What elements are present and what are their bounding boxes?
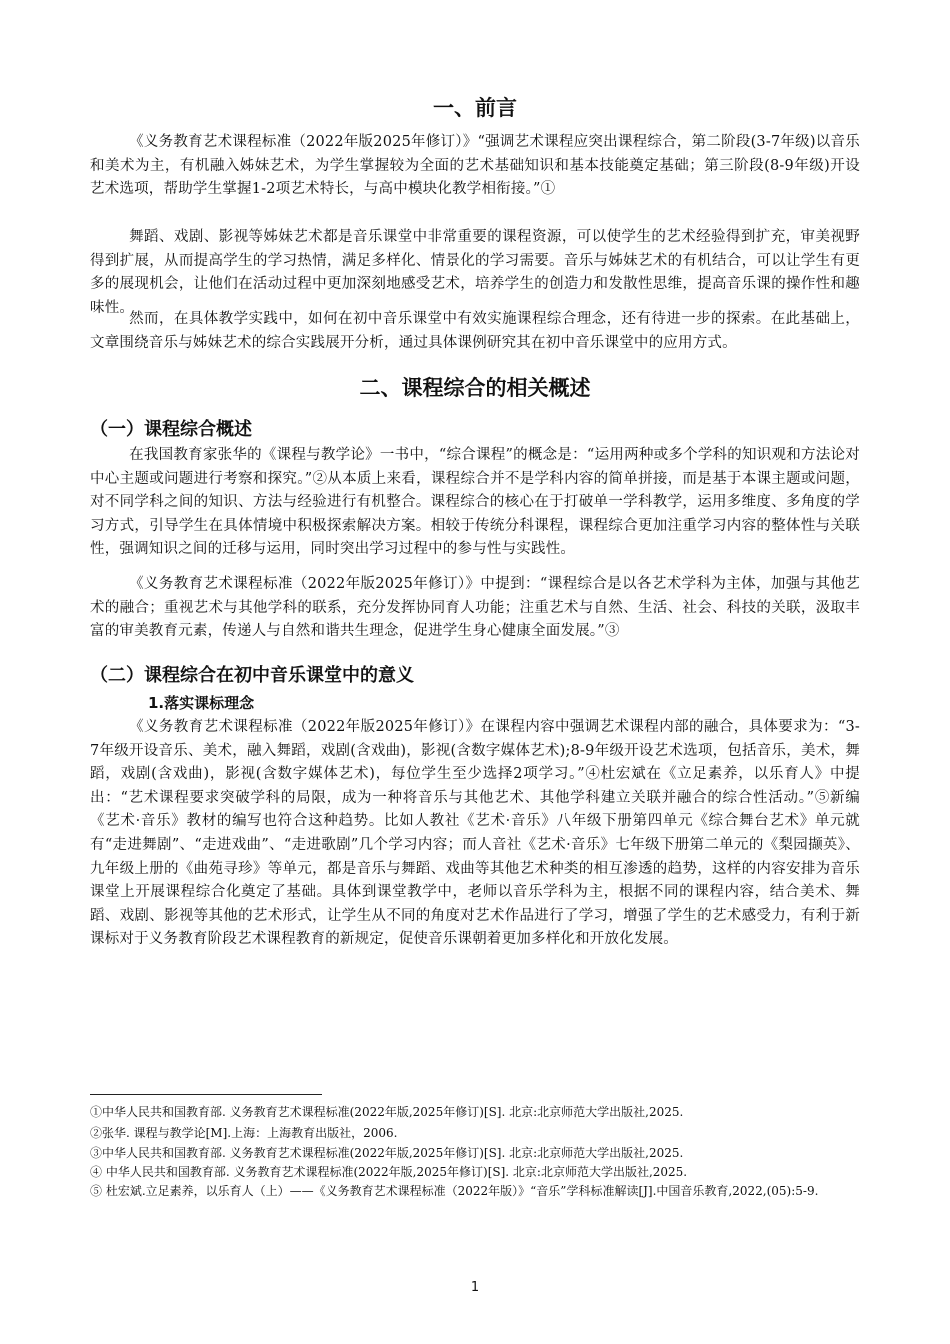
section-1-paragraph-2: 舞蹈、戏剧、影视等姊妹艺术都是音乐课堂中非常重要的课程资源，可以使学生的艺术经验得到扩充，审美视野得到扩展，从而提高学生的学习热情，满足多样化、情景化的学习需要。音乐与姊妹艺术的有机结合，可以让学生有更多的展现机会，让他们在活动过程中更加深刻地感受艺术，培养学生的创造力和发散性思维，提高音乐课的操作性和趣味性。 — [90, 229, 860, 316]
subsection-2-1-paragraph-2: 《义务教育艺术课程标准（2022年版2025年修订）》中提到：“课程综合是以各艺术学科为主体，加强与其他艺术的融合；重视艺术与其他学科的联系，充分发挥协同育人功能；注重艺术与自然、生活、社会、科技的关联，汲取丰富的审美教育元素，传递人与自然和谐共生理念，促进学生身心健康全面发展。”③ — [90, 576, 860, 640]
subsection-2-1-title: （一）课程综合概述 — [90, 419, 252, 440]
footnote-5: ⑤ 杜宏斌.立足素养，以乐育人（上）——《义务教育艺术课程标准（2022年版）》“音乐”学科标准解读[J].中国音乐教育,2022,(05):5-9. — [90, 1184, 819, 1198]
section-1-paragraph-1: 《义务教育艺术课程标准（2022年版2025年修订）》“强调艺术课程应突出课程综合，第二阶段(3-7年级)以音乐和美术为主，有机融入姊妹艺术，为学生掌握较为全面的艺术基础知识和基本技能奠定基础；第三阶段(8-9年级)开设艺术选项，帮助学生掌握1-2项艺术特长，与高中模块化教学相衔接。”① — [90, 134, 860, 198]
footnote-2: ②张华. 课程与教学论[M].上海：上海教育出版社，2006. — [90, 1126, 398, 1140]
footnote-3: ③中华人民共和国教育部. 义务教育艺术课程标准(2022年版,2025年修订)[S]. 北京:北京师范大学出版社,2025. — [90, 1146, 684, 1160]
footnote-separator — [90, 1094, 322, 1095]
footnote-1: ①中华人民共和国教育部. 义务教育艺术课程标准(2022年版,2025年修订)[S]. 北京:北京师范大学出版社,2025. — [90, 1105, 684, 1119]
page-number: 1 — [470, 1280, 480, 1295]
section-1-paragraph-3: 然而，在具体教学实践中，如何在初中音乐课堂中有效实施课程综合理念，还有待进一步的探索。在此基础上，文章围绕音乐与姊妹艺术的综合实践展开分析，通过具体课例研究其在初中音乐课堂中的应用方式。 — [90, 311, 860, 351]
subsection-2-2-title: （二）课程综合在初中音乐课堂中的意义 — [90, 665, 414, 686]
section-2-title: 二、课程综合的相关概述 — [359, 376, 591, 400]
subsection-2-2-1-title: 1.落实课标理念 — [148, 694, 255, 712]
section-1-title: 一、前言 — [433, 96, 517, 120]
footnote-4: ④ 中华人民共和国教育部. 义务教育艺术课程标准(2022年版,2025年修订)[S]. 北京:北京师范大学出版社,2025. — [90, 1165, 688, 1179]
subsection-2-1-paragraph-1: 在我国教育家张华的《课程与教学论》一书中，“综合课程”的概念是：“运用两种或多个学科的知识观和方法论对中心主题或问题进行考察和探究。”②从本质上来看，课程综合并不是学科内容的简单拼接，而是基于本课主题或问题，对不同学科之间的知识、方法与经验进行有机整合。课程综合的核心在于打破单一学科教学，运用多维度、多角度的学习方式，引导学生在具体情境中积极探索解决方案。相较于传统分科课程，课程综合更加注重学习内容的整体性与关联性，强调知识之间的迁移与运用，同时突出学习过程中的参与性与实践性。 — [90, 447, 860, 558]
subsection-2-2-1-paragraph-1: 《义务教育艺术课程标准（2022年版2025年修订）》在课程内容中强调艺术课程内部的融合，具体要求为：“3-7年级开设音乐、美术，融入舞蹈，戏剧(含戏曲)，影视(含数字媒体艺术);8-9年级开设艺术选项，包括音乐，美术，舞蹈，戏剧(含戏曲)，影视(含数字媒体艺术)，每位学生至少选择2项学习。”④杜宏斌在《立足素养，以乐育人》中提出：“艺术课程要求突破学科的局限，成为一种将音乐与其他艺术、其他学科建立关联并融合的综合性活动。”⑤新编《艺术·音乐》教材的编写也符合这种趋势。比如人教社《艺术·音乐》八年级下册第四单元《综合舞台艺术》单元就有“走进舞剧”、“走进戏曲”、“走进歌剧”几个学习内容；而人音社《艺术·音乐》七年级下册第二单元的《梨园撷英》、九年级上册的《曲苑寻珍》等单元，都是音乐与舞蹈、戏曲等其他艺术种类的相互渗透的趋势，这样的内容安排为音乐课堂上开展课程综合化奠定了基础。具体到课堂教学中，老师以音乐学科为主，根据不同的课程内容，结合美术、舞蹈、戏剧、影视等其他的艺术形式，让学生从不同的角度对艺术作品进行了学习，增强了学生的艺术感受力，有利于新课标对于义务教育阶段艺术课程教育的新规定，促使音乐课朝着更加多样化和开放化发展。 — [90, 719, 860, 948]
